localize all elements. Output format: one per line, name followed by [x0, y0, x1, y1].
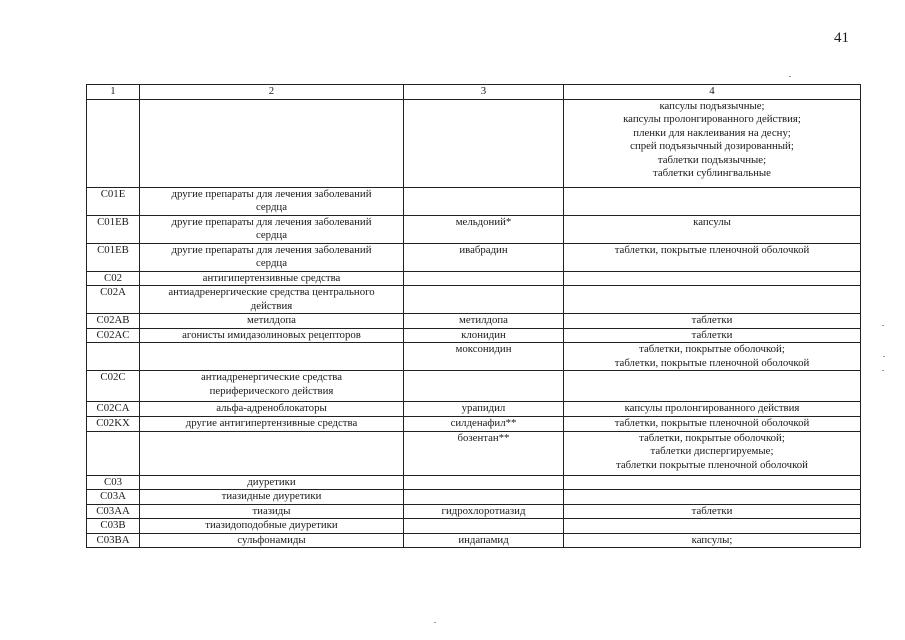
table-row — [87, 371, 861, 402]
dosage-form-cell — [564, 215, 861, 243]
scan-speck — [789, 76, 791, 77]
drug-name-cell — [404, 271, 564, 286]
dosage-form-cell — [564, 271, 861, 286]
scan-speck — [883, 356, 885, 357]
atc-code-cell: C02CA — [87, 402, 140, 417]
group-name-cell — [140, 371, 404, 402]
group-name-line: действия — [250, 299, 293, 312]
group-name-line: другие препараты для лечения заболеваний — [171, 215, 372, 228]
table-row — [87, 187, 861, 215]
dosage-form-cell — [564, 504, 861, 519]
table-row — [87, 519, 861, 534]
atc-code-cell: C01E — [87, 187, 140, 215]
group-name-cell — [140, 215, 404, 243]
dosage-form-line: таблетки, покрытые оболочкой; — [639, 431, 785, 444]
group-name-line: тиазидоподобные диуретики — [205, 519, 338, 531]
drug-name-cell — [404, 371, 564, 402]
dosage-form-cell — [564, 431, 861, 475]
dosage-form-cell — [564, 519, 861, 534]
atc-code-cell: C02A — [87, 286, 140, 314]
dosage-form-line: таблетки диспергируемые; — [650, 445, 774, 457]
atc-code-cell: C03AA — [87, 504, 140, 519]
dosage-form-line: таблетки покрытые пленочной оболочкой — [616, 458, 808, 471]
table-row — [87, 402, 861, 417]
drug-name-cell: индапамид — [404, 533, 564, 548]
drug-name-cell: метилдопа — [404, 314, 564, 329]
table-row — [87, 533, 861, 548]
table-row — [87, 99, 861, 187]
dosage-form-cell — [564, 533, 861, 548]
dosage-form-line: капсулы; — [691, 533, 733, 546]
group-name-line: метилдопа — [247, 314, 296, 326]
atc-code-cell: C02C — [87, 371, 140, 402]
dosage-form-line: капсулы пролонгированного действия — [624, 402, 800, 414]
table-row — [87, 416, 861, 431]
dosage-form-cell — [564, 243, 861, 271]
group-name-line: тиазидные диуретики — [221, 490, 322, 502]
dosage-form-cell — [564, 99, 861, 187]
group-name-line: сульфонамиды — [237, 533, 306, 546]
group-name-line: другие антигипертензивные средства — [185, 416, 358, 429]
atc-code-cell: C01EB — [87, 243, 140, 271]
dosage-form-cell — [564, 371, 861, 402]
header-col-1: 1 — [87, 85, 140, 100]
dosage-form-cell — [564, 286, 861, 314]
dosage-form-cell — [564, 416, 861, 431]
table-row — [87, 271, 861, 286]
header-col-2: 2 — [140, 85, 404, 100]
atc-code-cell: C03B — [87, 519, 140, 534]
group-name-cell — [140, 490, 404, 505]
dosage-form-line: таблетки, покрытые оболочкой; — [639, 343, 785, 355]
group-name-line: диуретики — [247, 475, 296, 488]
dosage-form-cell — [564, 402, 861, 417]
drug-name-cell: клонидин — [404, 328, 564, 343]
dosage-form-cell — [564, 343, 861, 371]
atc-code-cell: C02KX — [87, 416, 140, 431]
group-name-cell — [140, 187, 404, 215]
group-name-cell — [140, 328, 404, 343]
group-name-line: периферического действия — [209, 384, 334, 397]
group-name-cell — [140, 416, 404, 431]
dosage-form-line: таблетки, покрытые пленочной оболочкой — [614, 243, 810, 256]
dosage-form-line: пленки для наклеивания на десну; — [633, 126, 791, 139]
dosage-form-line: таблетки — [691, 328, 733, 341]
table-row — [87, 475, 861, 490]
dosage-form-cell — [564, 475, 861, 490]
header-col-4: 4 — [564, 85, 861, 100]
atc-code-cell: C02AC — [87, 328, 140, 343]
group-name-line: антиадренергические средства центрального — [168, 286, 375, 298]
group-name-cell — [140, 271, 404, 286]
group-name-cell — [140, 533, 404, 548]
group-name-cell — [140, 431, 404, 475]
table-header — [87, 85, 861, 100]
group-name-line: сердца — [255, 201, 288, 213]
group-name-cell — [140, 519, 404, 534]
atc-code-cell: C03A — [87, 490, 140, 505]
dosage-form-line: таблетки подъязычные; — [657, 153, 767, 166]
drug-name-cell: ивабрадин — [404, 243, 564, 271]
atc-code-cell: C03BA — [87, 533, 140, 548]
group-name-cell — [140, 314, 404, 329]
dosage-form-line: таблетки сублингвальные — [653, 167, 771, 179]
scan-speck — [434, 622, 436, 623]
group-name-cell — [140, 402, 404, 417]
group-name-cell — [140, 504, 404, 519]
dosage-form-cell — [564, 314, 861, 329]
dosage-form-cell — [564, 490, 861, 505]
table-row — [87, 243, 861, 271]
group-name-cell — [140, 475, 404, 490]
table-row — [87, 215, 861, 243]
table-row — [87, 490, 861, 505]
group-name-line: сердца — [255, 257, 288, 269]
dosage-form-line: таблетки, покрытые пленочной оболочкой — [614, 416, 810, 429]
drug-name-cell: мельдоний* — [404, 215, 564, 243]
scan-speck — [882, 370, 884, 371]
drug-name-cell: урапидил — [404, 402, 564, 417]
drug-name-cell — [404, 286, 564, 314]
drug-name-cell — [404, 519, 564, 534]
drug-name-cell — [404, 187, 564, 215]
drug-table — [86, 84, 861, 548]
header-col-3: 3 — [404, 85, 564, 100]
atc-code-cell — [87, 431, 140, 475]
table-body — [87, 99, 861, 548]
group-name-cell — [140, 343, 404, 371]
dosage-form-cell — [564, 187, 861, 215]
table-row — [87, 286, 861, 314]
group-name-line: сердца — [255, 229, 288, 241]
group-name-cell — [140, 99, 404, 187]
drug-name-cell: моксонидин — [404, 343, 564, 371]
drug-name-cell — [404, 475, 564, 490]
atc-code-cell — [87, 343, 140, 371]
atc-code-cell: C01EB — [87, 215, 140, 243]
dosage-form-line: таблетки, покрытые пленочной оболочкой — [614, 356, 810, 369]
drug-name-cell — [404, 99, 564, 187]
table-row — [87, 431, 861, 475]
dosage-form-line: капсулы подъязычные; — [659, 99, 765, 112]
table-row — [87, 328, 861, 343]
drug-name-cell: гидрохлоротиазид — [404, 504, 564, 519]
atc-code-cell: C02 — [87, 271, 140, 286]
dosage-form-line: капсулы пролонгированного действия; — [623, 113, 801, 125]
atc-code-cell: C03 — [87, 475, 140, 490]
dosage-form-line: спрей подъязычный дозированный; — [630, 140, 794, 152]
group-name-line: альфа-адреноблокаторы — [216, 402, 327, 414]
atc-code-cell — [87, 99, 140, 187]
table-row — [87, 314, 861, 329]
drug-name-cell — [404, 490, 564, 505]
dosage-form-line: таблетки — [691, 314, 733, 326]
dosage-form-line: таблетки — [691, 504, 733, 517]
drug-name-cell: силденафил** — [404, 416, 564, 431]
dosage-form-line: капсулы — [693, 215, 731, 228]
group-name-line: тиазиды — [252, 504, 291, 517]
group-name-line: другие препараты для лечения заболеваний — [171, 243, 372, 256]
table-row — [87, 504, 861, 519]
table-row — [87, 343, 861, 371]
group-name-cell — [140, 243, 404, 271]
group-name-line: другие препараты для лечения заболеваний — [171, 187, 372, 200]
drug-name-cell: бозентан** — [404, 431, 564, 475]
group-name-line: антиадренергические средства — [200, 371, 343, 383]
group-name-line: агонисты имидазолиновых рецепторов — [182, 328, 361, 341]
scan-speck — [882, 325, 884, 326]
dosage-form-cell — [564, 328, 861, 343]
group-name-line: антигипертензивные средства — [202, 271, 341, 284]
atc-code-cell: C02AB — [87, 314, 140, 329]
group-name-cell — [140, 286, 404, 314]
page-number: 41 — [834, 30, 849, 46]
